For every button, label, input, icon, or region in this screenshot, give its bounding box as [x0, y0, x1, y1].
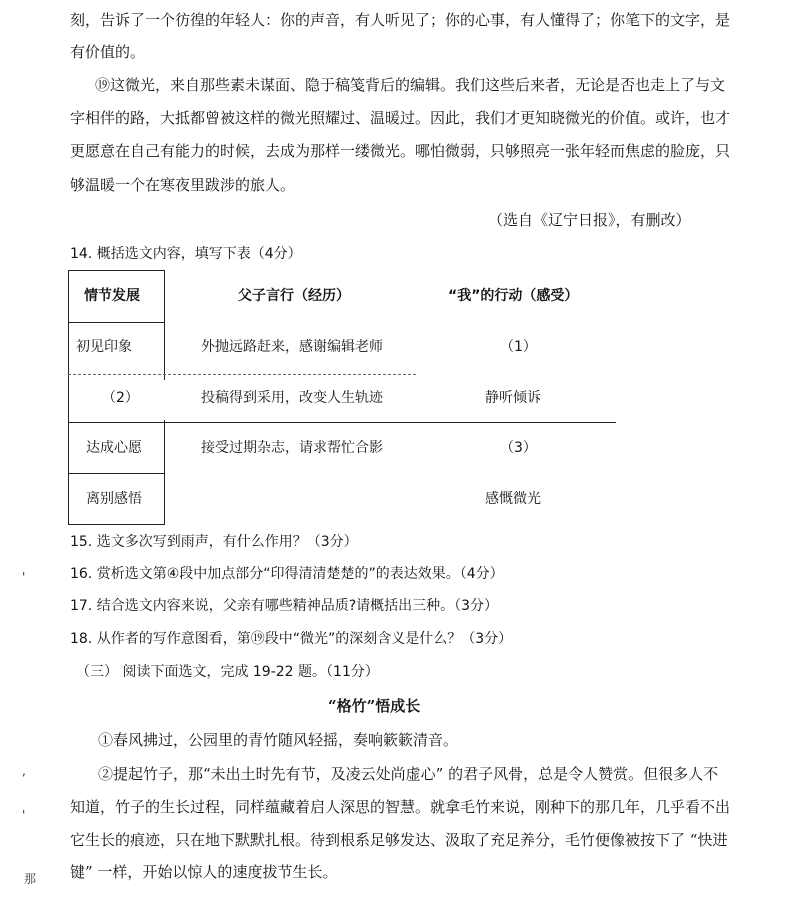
table-cell: （1） [500, 339, 537, 355]
table-border [68, 374, 416, 375]
article-title: “格竹”悟成长 [328, 697, 421, 715]
table-cell: 接受过期杂志，请求帮忙合影 [201, 440, 383, 456]
question-16: 16. 赏析选文第④段中加点部分“印得清清楚楚的”的表达效果。（4分） [70, 566, 504, 582]
table-cell: 初见印象 [76, 339, 132, 355]
table-header: “我”的行动（感受） [448, 288, 579, 304]
table-border [68, 473, 165, 474]
passage-line: 有价值的。 [70, 43, 146, 61]
article-paragraph-2-line: ②提起竹子，那“未出土时先有节，及凌云处尚虚心” 的君子风骨，总是令人赞赏。但很多人不 [98, 765, 719, 783]
article-paragraph-1: ①春风拂过，公园里的青竹随风轻摇，奏响簌簌清音。 [98, 731, 459, 749]
question-17: 17. 结合选文内容来说，父亲有哪些精神品质?请概括出三种。（3分） [70, 598, 499, 614]
section-3-heading: （三） 阅读下面选文，完成 19-22 题。（11分） [76, 664, 379, 680]
table-cell: （3） [500, 440, 537, 456]
paragraph-19-line: 够温暖一个在寒夜里跋涉的旅人。 [70, 176, 296, 194]
source-citation: （选自《辽宁日报》，有删改） [488, 211, 691, 229]
table-cell: 静听倾诉 [485, 390, 541, 406]
table-border [164, 270, 165, 380]
table-border [68, 422, 616, 423]
table-border [68, 270, 165, 271]
paragraph-19-line: 字相伴的路，大抵都曾被这样的微光照耀过、温暖过。因此，我们才更知晓微光的价值。或许，也才 [70, 109, 731, 127]
question-14-prompt: 14. 概括选文内容，填写下表（4分） [70, 246, 302, 262]
article-paragraph-2-line: 键” 一样，开始以惊人的速度拔节生长。 [70, 863, 338, 881]
table-header: 情节发展 [84, 288, 140, 304]
table-cell: 达成心愿 [86, 440, 142, 456]
table-cell: 外抛远路赶来，感谢编辑老师 [201, 339, 383, 355]
article-paragraph-2-line: 知道，竹子的生长过程，同样蕴藏着启人深思的智慧。就拿毛竹来说，刚种下的那几年，几乎看不出 [70, 798, 731, 816]
margin-mark: , [22, 764, 26, 778]
article-paragraph-2-line: 它生长的痕迹，只在地下默默扎根。待到根系足够发达、汲取了充足养分，毛竹便像被按下了 “快进 [70, 831, 728, 849]
summary-table [68, 270, 616, 525]
table-cell: （2） [102, 390, 139, 406]
question-15: 15. 选文多次写到雨声，有什么作用？（3分） [70, 534, 358, 550]
question-18: 18. 从作者的写作意图看，第⑲段中“微光”的深刻含义是什么？（3分） [70, 631, 513, 647]
margin-mark: ' [22, 570, 26, 584]
margin-mark: 那 [24, 872, 37, 886]
table-cell: 离别感悟 [86, 491, 142, 507]
table-cell: 投稿得到采用，改变人生轨迹 [201, 390, 383, 406]
margin-mark: ' [22, 808, 26, 822]
table-border [68, 270, 69, 525]
passage-line: 刻，告诉了一个彷徨的年轻人：你的声音，有人听见了；你的心事，有人懂得了；你笔下的文字，是 [70, 11, 731, 29]
paragraph-19-line: ⑲这微光，来自那些素未谋面、隐于稿笺背后的编辑。我们这些后来者，无论是否也走上了与文 [95, 76, 726, 94]
paragraph-19-line: 更愿意在自己有能力的时候，去成为那样一缕微光。哪怕微弱，只够照亮一张年轻而焦虑的脸庞，只 [70, 142, 731, 160]
table-cell: 感慨微光 [485, 491, 541, 507]
table-border [68, 322, 165, 323]
table-header: 父子言行（经历） [238, 288, 350, 304]
table-border [68, 524, 165, 525]
